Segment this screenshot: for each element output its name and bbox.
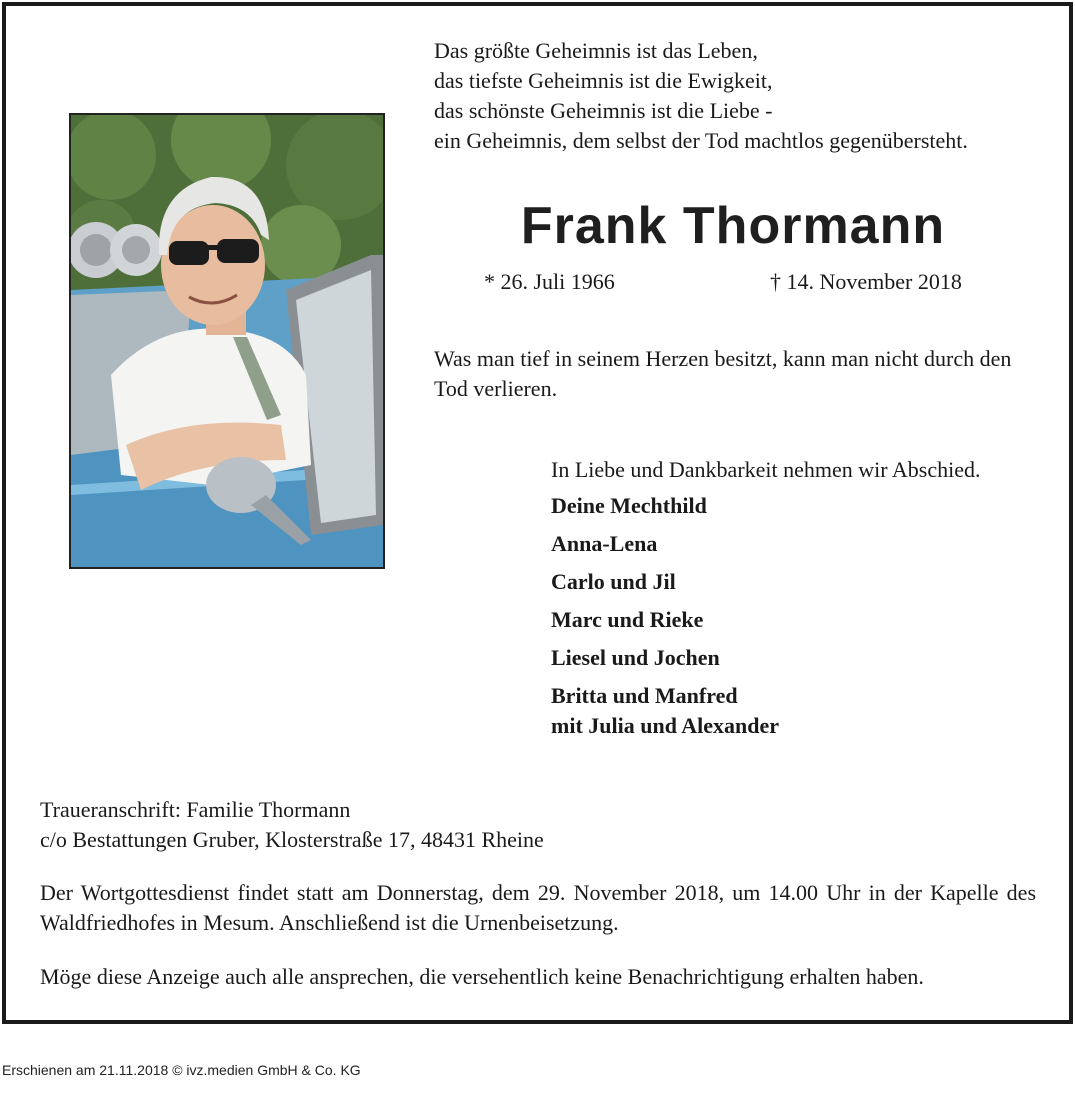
family-member: Anna-Lena xyxy=(551,531,658,556)
poem-line: ein Geheimnis, dem selbst der Tod machtlos gegenübersteht. xyxy=(434,128,968,153)
deceased-name: Frank Thormann xyxy=(520,197,946,255)
memorial-quote: Was man tief in seinem Herzen besitzt, kann man nicht durch den Tod verlieren. xyxy=(434,346,1012,401)
death-date: † 14. November 2018 xyxy=(770,269,962,294)
family-member: Deine Mechthild xyxy=(551,493,707,518)
family-member: Britta und Manfred xyxy=(551,683,738,708)
mourning-address xyxy=(40,795,544,855)
address-line: c/o Bestattungen Gruber, Klosterstraße 17, 48431 Rheine xyxy=(40,827,544,852)
poem xyxy=(434,36,968,156)
family-member: Carlo und Jil xyxy=(551,569,676,594)
service-info: Der Wortgottesdienst findet statt am Donnerstag, dem 29. November 2018, um 14.00 Uhr in der Kapelle des Waldfriedhofes in Mesum. Anschließend ist die Urnenbeisetzung. xyxy=(40,880,1036,935)
poem-line: das schönste Geheimnis ist die Liebe - xyxy=(434,98,773,123)
portrait-photo xyxy=(69,113,385,569)
family-member: Marc und Rieke xyxy=(551,607,704,632)
family-member-continued: mit Julia und Alexander xyxy=(551,713,779,738)
family-list xyxy=(551,491,779,741)
poem-line: Das größte Geheimnis ist das Leben, xyxy=(434,38,758,63)
poem-line: das tiefste Geheimnis ist die Ewigkeit, xyxy=(434,68,773,93)
family-member: Liesel und Jochen xyxy=(551,645,720,670)
address-line: Traueranschrift: Familie Thormann xyxy=(40,797,351,822)
farewell-line: In Liebe und Dankbarkeit nehmen wir Abschied. xyxy=(551,457,981,482)
closing-note: Möge diese Anzeige auch alle ansprechen, die versehentlich keine Benachrichtigung erhalten haben. xyxy=(40,964,924,989)
birth-date: * 26. Juli 1966 xyxy=(484,269,615,294)
publication-footer: Erschienen am 21.11.2018 © ivz.medien GmbH & Co. KG xyxy=(2,1062,361,1078)
